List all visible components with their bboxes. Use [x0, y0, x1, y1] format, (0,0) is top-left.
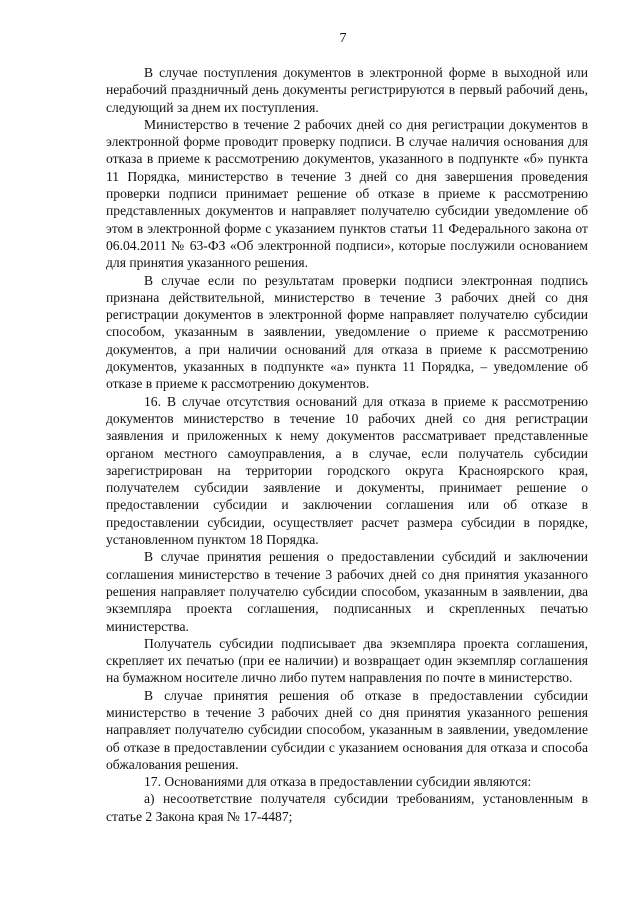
- paragraph-agreement-decision: В случае принятия решения о предоставлении субсидий и заключении соглашения министерство в течение 3 рабочих дней со дня принятия указанного решения направляет получателю субсидии способом, указанным в заявлении, два экземпляра проекта соглашения, подписанных и скрепленных печатью министерства.: [106, 549, 588, 634]
- paragraph-signature-check: Министерство в течение 2 рабочих дней со дня регистрации документов в электронной форме проводит проверку подписи. В случае наличия основания для отказа в приеме к рассмотрению документов, указанного в подпункте «б» пункта 11 Порядка, министерство в течение 3 дней со дня завершения проведения проверки подписи принимает решение об отказе в приеме к рассмотрению представленных документов и направляет получателю субсидии уведомление об этом в электронной форме с указанием пунктов статьи 11 Федерального закона от 06.04.2011 № 63-ФЗ «Об электронной подписи», которые послужили основанием для принятия указанного решения.: [106, 116, 588, 271]
- paragraph-electronic-docs-holiday: В случае поступления документов в электронной форме в выходной или нерабочий праздничный день документы регистрируются в первый рабочий день, следующий за днем их поступления.: [106, 65, 588, 115]
- paragraph-recipient-signs: Получатель субсидии подписывает два экземпляра проекта соглашения, скрепляет их печатью (при ее наличии) и возвращает один экземпляр соглашения на бумажном носителе лично либо путем направления по почте в министерство.: [106, 635, 588, 686]
- page-number: 7: [339, 31, 347, 46]
- paragraph-clause-17-a: а) несоответствие получателя субсидии требованиям, установленным в статье 2 Закона края № 17-4487;: [106, 791, 588, 824]
- paragraph-signature-valid: В случае если по результатам проверки подписи электронная подпись признана действительной, министерство в течение 3 рабочих дней со дня регистрации документов в электронной форме направляет получателю субсидии способом, указанным в заявлении, уведомление о приеме к рассмотрению документов, а при наличии оснований для отказа в приеме к рассмотрению документов, указанных в подпункте «а» пункта 11 Порядка, – уведомление об отказе в приеме к рассмотрению документов.: [106, 272, 588, 392]
- paragraph-refusal-decision: В случае принятия решения об отказе в предоставлении субсидии министерство в течение 3 рабочих дней со дня принятия указанного решения направляет получателю субсидии способом, указанным в заявлении, уведомление об отказе в предоставлении субсидии с указанием основания для отказа и способа обжалования решения.: [106, 687, 588, 772]
- paragraph-clause-16: 16. В случае отсутствия оснований для отказа в приеме к рассмотрению документов министерство в течение 10 рабочих дней со дня регистрации заявления и приложенных к нему документов рассматривает представленные органом местного самоуправления, а в случае, если получатель субсидии зарегистрирован на территории городского округа Красноярского края, получателем субсидии заявление и документы, принимает решение о предоставлении субсидии и заключении соглашения или об отказе в предоставлении субсидии, осуществляет расчет размера субсидии в порядке, установленном пунктом 18 Порядка.: [106, 393, 588, 548]
- paragraph-clause-17: 17. Основаниями для отказа в предоставлении субсидии являются:: [144, 774, 532, 790]
- document-body: [106, 64, 588, 825]
